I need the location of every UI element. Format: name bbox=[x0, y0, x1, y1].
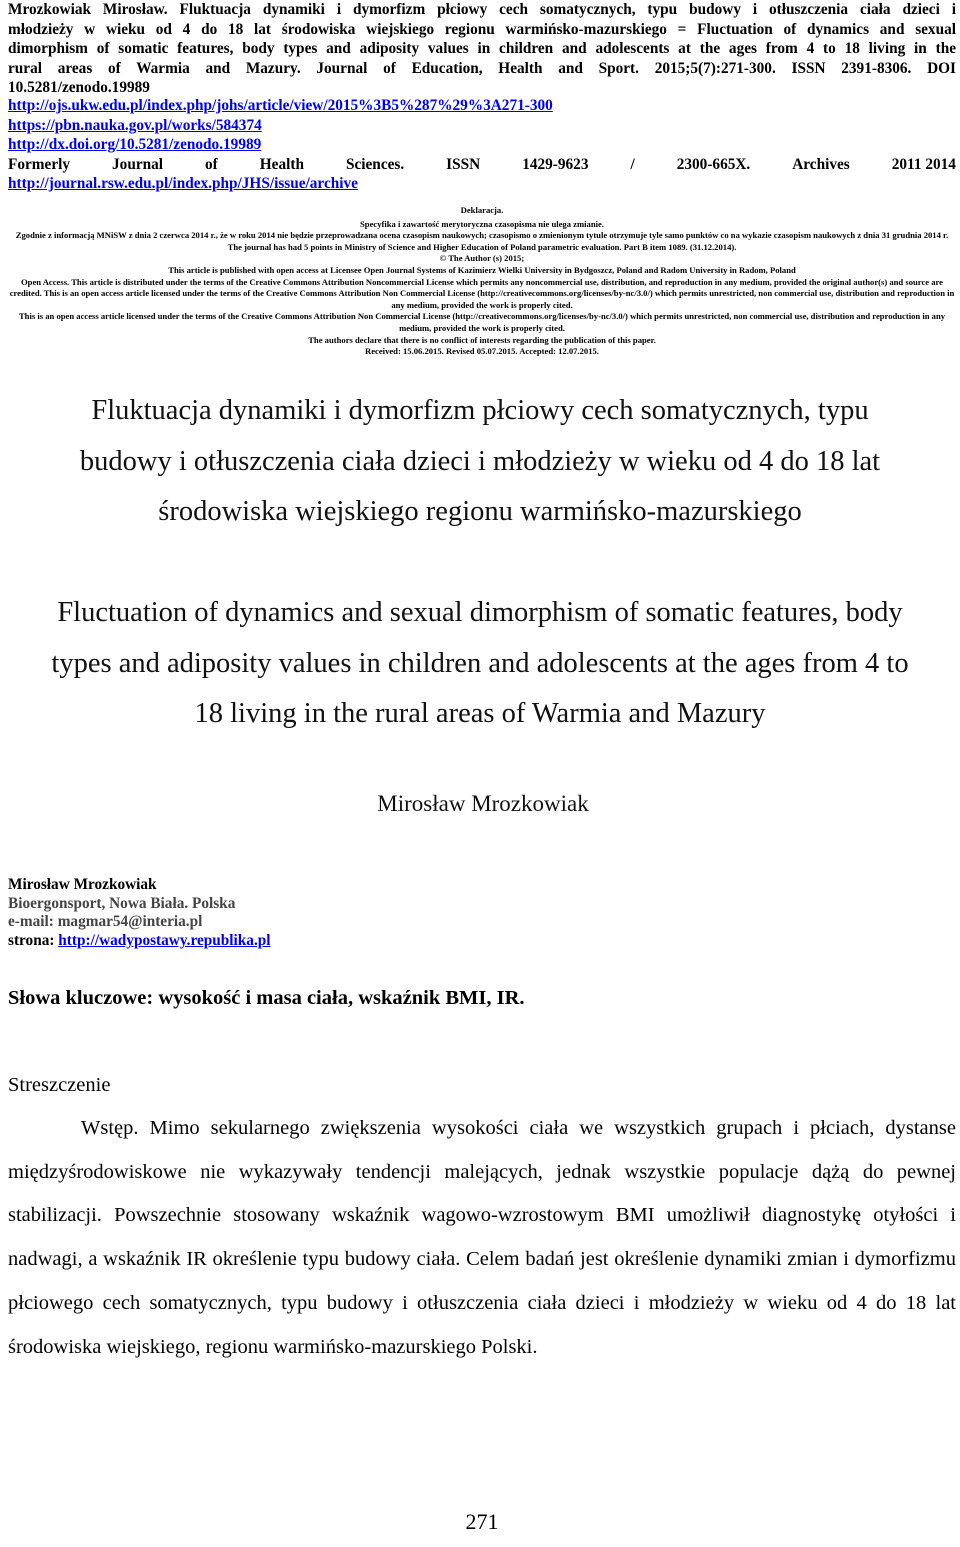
declaration-line: Specyfika i zawartość merytoryczna czasopisma nie ulega zmianie. bbox=[360, 218, 604, 229]
abstract-body: Wstęp. Mimo sekularnego zwiększenia wysokości ciała we wszystkich grupach i płciach, dystanse międzyśrodowiskowe nie wykazywały tendencji malejących, jednak wszystkie populacje dążą do pewnej stabilizacji. Powszechnie stosowany wskaźnik wagowo-wzrostowym BMI umożliwił diagnostykę otyłości i nadwagi, a wskaźnik IR określenie typu budowy ciała. Celem badań jest określenie dynamiki zmian i dymorfizmu płciowego cech somatycznych, typu budowy i otłuszczenia ciała dzieci i młodzieży w wieku od 4 do 18 lat środowiska wiejskiego, regionu warmińsko-mazurskiego Polski. bbox=[8, 1117, 956, 1358]
keywords: Słowa kluczowe: wysokość i masa ciała, wskaźnik BMI, IR. bbox=[8, 987, 525, 1009]
ojs-link[interactable]: http://ojs.ukw.edu.pl/index.php/johs/article/view/2015%3B5%287%29%3A271-300 bbox=[8, 97, 553, 114]
citation-links bbox=[8, 96, 956, 194]
citation-block bbox=[8, 0, 956, 98]
title-line: budowy i otłuszczenia ciała dzieci i młodzieży w wieku od 4 do 18 lat bbox=[79, 445, 881, 477]
title-line: types and adiposity values in children and adolescents at the ages from 4 to bbox=[51, 647, 909, 679]
declaration-block bbox=[8, 205, 956, 358]
formerly-word: 2300-665X. bbox=[676, 155, 751, 173]
author-byline: Mirosław Mrozkowiak bbox=[377, 791, 589, 816]
citation-line: rural areas of Warmia and Mazury. Journal of Education, Health and Sport. 2015;5(7):271-300. ISSN 2391-8306. DOI bbox=[8, 59, 956, 77]
author-info bbox=[8, 876, 271, 950]
formerly-word: 2011 2014 bbox=[891, 155, 956, 173]
author-name: Mirosław Mrozkowiak bbox=[8, 876, 157, 893]
declaration-line: This is an open access article licensed under the terms of the Creative Commons Attribution Non Commercial License (http://creativecommons.org/licenses/by-nc/3.0/) which permits unrestricted, non commercial use, distribution and reproduction in any medium, provided the work is properly cited. bbox=[18, 311, 946, 333]
title-line: Fluktuacja dynamiki i dymorfizm płciowy cech somatycznych, typu bbox=[91, 395, 869, 426]
declaration-heading: Deklaracja. bbox=[460, 205, 504, 215]
formerly-word: ISSN bbox=[446, 155, 481, 173]
declaration-line: Open Access. This article is distributed under the terms of the Creative Commons Attribution Noncommercial License which permits any noncommercial use, distribution, and reproduction in any medium, provided the original author(s) and source are credited. This is an open access article licensed under the terms of the Creative Commons Attribution Non Commercial License (http://creativecommons.org/licenses/by-nc/3.0/) which permits unrestricted, non commercial use, distribution and reproduction in any medium, provided the work is properly cited. bbox=[9, 276, 955, 310]
citation-line: młodzieży w wieku od 4 do 18 lat środowiska wiejskiego regionu warmińsko-mazurskiego = Fluctuation of dynamics and sexual bbox=[8, 20, 956, 38]
formerly-word: / bbox=[630, 155, 635, 173]
formerly-word: Archives bbox=[792, 155, 850, 173]
declaration-line: The journal has had 5 points in Ministry of Science and Higher Education of Poland parametric evaluation. Part B item 1089. (31.12.2014). bbox=[227, 241, 737, 252]
formerly-word: Journal bbox=[112, 155, 164, 173]
declaration-line: The authors declare that there is no conflict of interests regarding the publication of this paper. bbox=[308, 334, 656, 345]
citation-line: dimorphism of somatic features, body types and adiposity values in children and adolescents at the ages from 4 to 18 living in the bbox=[8, 40, 956, 57]
title-polish bbox=[20, 386, 940, 538]
author-email: e-mail: magmar54@interia.pl bbox=[8, 913, 203, 931]
page-number: 271 bbox=[465, 1509, 499, 1534]
formerly-word: Health bbox=[259, 155, 304, 173]
formerly-word: Formerly bbox=[8, 155, 71, 173]
formerly-word: 1429-9623 bbox=[522, 155, 589, 173]
citation-line: 10.5281/zenodo.19989 bbox=[8, 79, 150, 96]
author-affiliation: Bioergonsport, Nowa Biała. Polska bbox=[8, 894, 236, 912]
title-line: Fluctuation of dynamics and sexual dimorphism of somatic features, body bbox=[57, 597, 903, 628]
title-line: środowiska wiejskiego regionu warmińsko-mazurskiego bbox=[158, 496, 802, 527]
doi-link[interactable]: http://dx.doi.org/10.5281/zenodo.19989 bbox=[8, 136, 262, 153]
declaration-line: © The Author (s) 2015; bbox=[439, 253, 525, 264]
abstract-heading: Streszczenie bbox=[8, 1074, 111, 1096]
formerly-line bbox=[8, 155, 956, 175]
declaration-line: This article is published with open access at Licensee Open Journal Systems of Kazimierz Wielki University in Bydgoszcz, Poland and Radom University in Radom, Poland bbox=[168, 264, 796, 275]
citation-line: Mrozkowiak Mirosław. Fluktuacja dynamiki i dymorfizm płciowy cech somatycznych, typu budowy i otłuszczenia ciała dzieci i bbox=[8, 1, 956, 18]
author-site-label: strona: bbox=[8, 931, 59, 949]
formerly-word: Sciences. bbox=[345, 155, 405, 173]
author-site-link[interactable]: http://wadypostawy.republika.pl bbox=[58, 931, 271, 949]
title-line: 18 living in the rural areas of Warmia and Mazury bbox=[194, 698, 766, 729]
pbn-link[interactable]: https://pbn.nauka.gov.pl/works/584374 bbox=[8, 116, 262, 134]
archive-link[interactable]: http://journal.rsw.edu.pl/index.php/JHS/issue/archive bbox=[8, 175, 358, 192]
declaration-line: Received: 15.06.2015. Revised 05.07.2015. Accepted: 12.07.2015. bbox=[365, 346, 599, 357]
declaration-line: Zgodnie z informacją MNiSW z dnia 2 czerwca 2014 r., że w roku 2014 nie będzie przeprowadzana ocena czasopism naukowych; czasopismo o zmienionym tytule otrzymuje tyle samo punktów co na wykazie czasopism naukowych z dnia 31 grudnia 2014 r. bbox=[15, 230, 949, 241]
abstract-text bbox=[8, 1107, 956, 1369]
formerly-word: of bbox=[205, 155, 218, 173]
title-english bbox=[5, 588, 955, 740]
